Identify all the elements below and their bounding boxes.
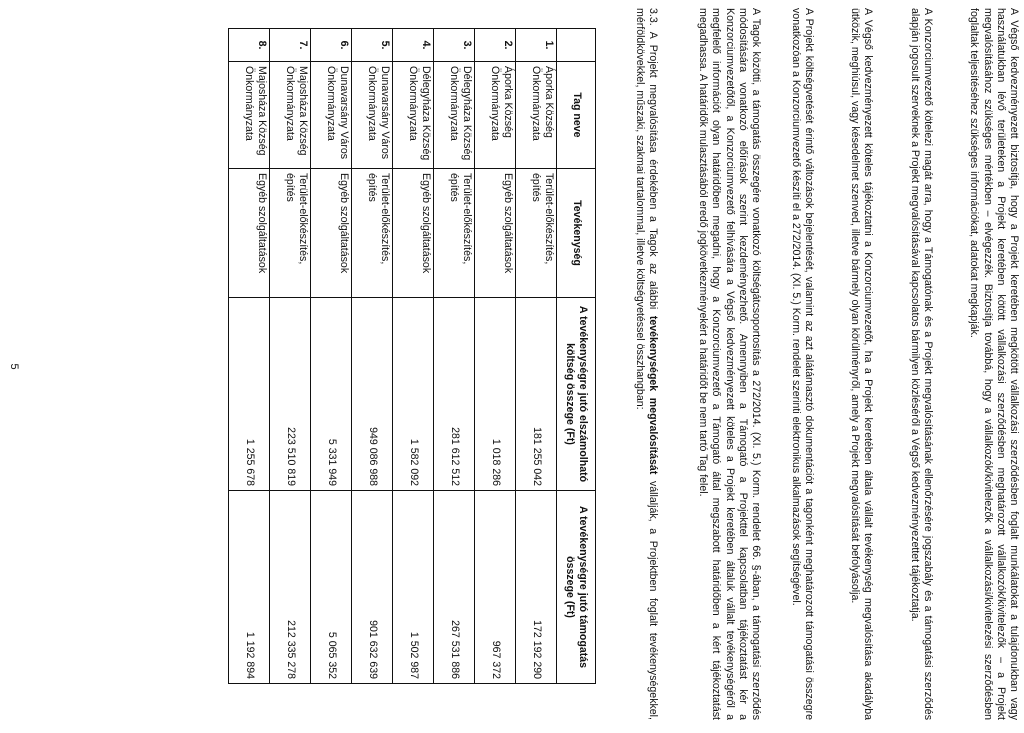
row-grant-amount: 1 192 894 bbox=[229, 491, 270, 684]
row-eligible-cost: 1 582 092 bbox=[393, 298, 434, 491]
section-3-3-text-start: 3.3. A Projekt megvalósítása érdekében a Tagok az alábbi bbox=[647, 8, 659, 316]
row-grant-amount: 901 632 639 bbox=[352, 491, 393, 684]
row-eligible-cost: 181 255 042 bbox=[516, 298, 557, 491]
table-row bbox=[270, 29, 311, 684]
row-activity: Terület-előkészítés, építés bbox=[434, 169, 475, 298]
member-activities-table bbox=[228, 28, 596, 684]
paragraph-beneficiary-notification: A Végső kedvezményezett köteles tájékoztatni a Konzorciumvezetőt, ha a Projekt keretében általa vállalt tevékenység megvalósítása akadályba ütközik, meghiúsul, vagy késedelmet szenved, illetve bármely olyan körülményről, amely a Projekt megvalósítását befolyásolja. bbox=[848, 8, 874, 720]
paragraph-contractor-guarantee: A Végső kedvezményezett biztosítja, hogy a Projekt keretében megkötött vállalkozási szerződésben foglalt munkálatokat a tulajdonukban vagy használatukban lévő területeken a Projekt keretében kötött vállalkozási szerződésben meghatározott vállalkozók/kivitelezők – a Projekt megvalósításához szükséges mértékben – elvégezzék. Biztosítja továbbá, hogy a vállalkozók/kivitelezők a vállalkozási/kivitelezési szerződésben foglaltak teljesítéséhez szükséges információkat, adatokat megkapják. bbox=[968, 8, 1020, 720]
row-activity: Egyéb szolgáltatások bbox=[311, 169, 352, 298]
table-row bbox=[393, 29, 434, 684]
row-activity: Terület-előkészítés, építés bbox=[270, 169, 311, 298]
row-grant-amount: 212 335 278 bbox=[270, 491, 311, 684]
header-eligible-cost: A tevékenységre jutó elszámolható költség összege (Ft) bbox=[557, 298, 596, 491]
row-index: 5. bbox=[352, 29, 393, 62]
paragraph-budget-changes: A Projekt költségvetését érintő változások bejelentését, valamint az azt alátámasztó dokumentációt a tagonként meghatározott támogatási összegre vonatkozóan a Konzorciumvezető készíti el a 272/2014. (XI. 5.) Korm. rendelet szerinti elektronikus alkalmazások segítségével. bbox=[789, 8, 815, 720]
row-eligible-cost: 223 510 819 bbox=[270, 298, 311, 491]
row-member-name: Délegyháza Község Önkormányzata bbox=[393, 62, 434, 169]
table-row bbox=[352, 29, 393, 684]
row-grant-amount: 967 372 bbox=[475, 491, 516, 684]
paragraph-section-3-3 bbox=[633, 8, 659, 720]
header-member-name: Tag neve bbox=[557, 62, 596, 169]
row-index: 1. bbox=[516, 29, 557, 62]
row-member-name: Délegyháza Község Önkormányzata bbox=[434, 62, 475, 169]
row-index: 7. bbox=[270, 29, 311, 62]
row-eligible-cost: 1 018 286 bbox=[475, 298, 516, 491]
paragraph-cost-reallocation: A Tagok közötti, a támogatás összegére vonatkozó költségátcsoportosítás a 272/2014. (XI. 5.) Korm. rendelet 66. §-ában, a támogatási szerződés módosítására vonatkozó előírások szerint kezdeményezhető. Amennyiben a Támogató a Projekttel kapcsolatban tájékoztatást kér a Konzorciumvezetőtől, a Konzorciumvezető felhívására a Végső kedvezményezett köteles a Projekt keretében általuk vállalt tevékenységéről a megfelelő információt olyan határidőben megadni, hogy a Konzorciumvezető a Támogató által megszabott határidőben a kért tájékoztatást megadhassa. A határidők mulasztásából eredő jogkövetkezményekért a határidőt be nem tartó Tag felel. bbox=[697, 8, 762, 720]
table-row bbox=[311, 29, 352, 684]
row-index: 8. bbox=[229, 29, 270, 62]
row-activity: Terület-előkészítés, építés bbox=[352, 169, 393, 298]
row-eligible-cost: 1 255 678 bbox=[229, 298, 270, 491]
table-header-row bbox=[557, 29, 596, 684]
row-index: 3. bbox=[434, 29, 475, 62]
row-member-name: Áporka Község Önkormányzata bbox=[475, 62, 516, 169]
header-grant-amount: A tevékenységre jutó támogatás összege (Ft) bbox=[557, 491, 596, 684]
row-grant-amount: 1 502 987 bbox=[393, 491, 434, 684]
section-3-3-text-end: vállalják, a Projektben foglalt tevékenységekkel, mérföldkövekkel, műszaki, szakmai tartalommal, illetve költségvetéssel összhangban: bbox=[633, 8, 659, 720]
row-activity: Egyéb szolgáltatások bbox=[229, 169, 270, 298]
row-activity: Egyéb szolgáltatások bbox=[393, 169, 434, 298]
row-eligible-cost: 5 331 949 bbox=[311, 298, 352, 491]
table-row bbox=[475, 29, 516, 684]
row-member-name: Dunavarsány Város Önkormányzata bbox=[311, 62, 352, 169]
table-row bbox=[516, 29, 557, 684]
row-member-name: Dunavarsány Város Önkormányzata bbox=[352, 62, 393, 169]
row-activity: Terület-előkészítés, építés bbox=[516, 169, 557, 298]
row-eligible-cost: 281 612 512 bbox=[434, 298, 475, 491]
row-member-name: Majosháza Község Önkormányzata bbox=[270, 62, 311, 169]
row-member-name: Majosháza Község Önkormányzata bbox=[229, 62, 270, 169]
table-row bbox=[434, 29, 475, 684]
page-number: 5 bbox=[8, 363, 20, 370]
row-index: 4. bbox=[393, 29, 434, 62]
section-3-3-emphasis: tevékenységek megvalósítását bbox=[647, 315, 659, 475]
paragraph-consortium-leader-obligation: A Konzorciumvezető kötelezi magát arra, hogy a Támogatónak és a Projekt megvalósításának ellenőrzésére jogszabály és a támogatási szerződés alapján jogosult szerveknek a Projekt megvalósításával kapcsolatos bármilyen közléséről a Végső kedvezményezettet tájékoztatja. bbox=[908, 8, 934, 720]
table-row bbox=[229, 29, 270, 684]
row-grant-amount: 267 531 886 bbox=[434, 491, 475, 684]
table-body bbox=[229, 29, 557, 684]
row-grant-amount: 172 192 290 bbox=[516, 491, 557, 684]
row-grant-amount: 5 065 352 bbox=[311, 491, 352, 684]
row-index: 2. bbox=[475, 29, 516, 62]
row-eligible-cost: 949 086 988 bbox=[352, 298, 393, 491]
row-member-name: Áporka Község Önkormányzata bbox=[516, 62, 557, 169]
header-index bbox=[557, 29, 596, 62]
row-activity: Egyéb szolgáltatások bbox=[475, 169, 516, 298]
row-index: 6. bbox=[311, 29, 352, 62]
header-activity: Tevékenység bbox=[557, 169, 596, 298]
